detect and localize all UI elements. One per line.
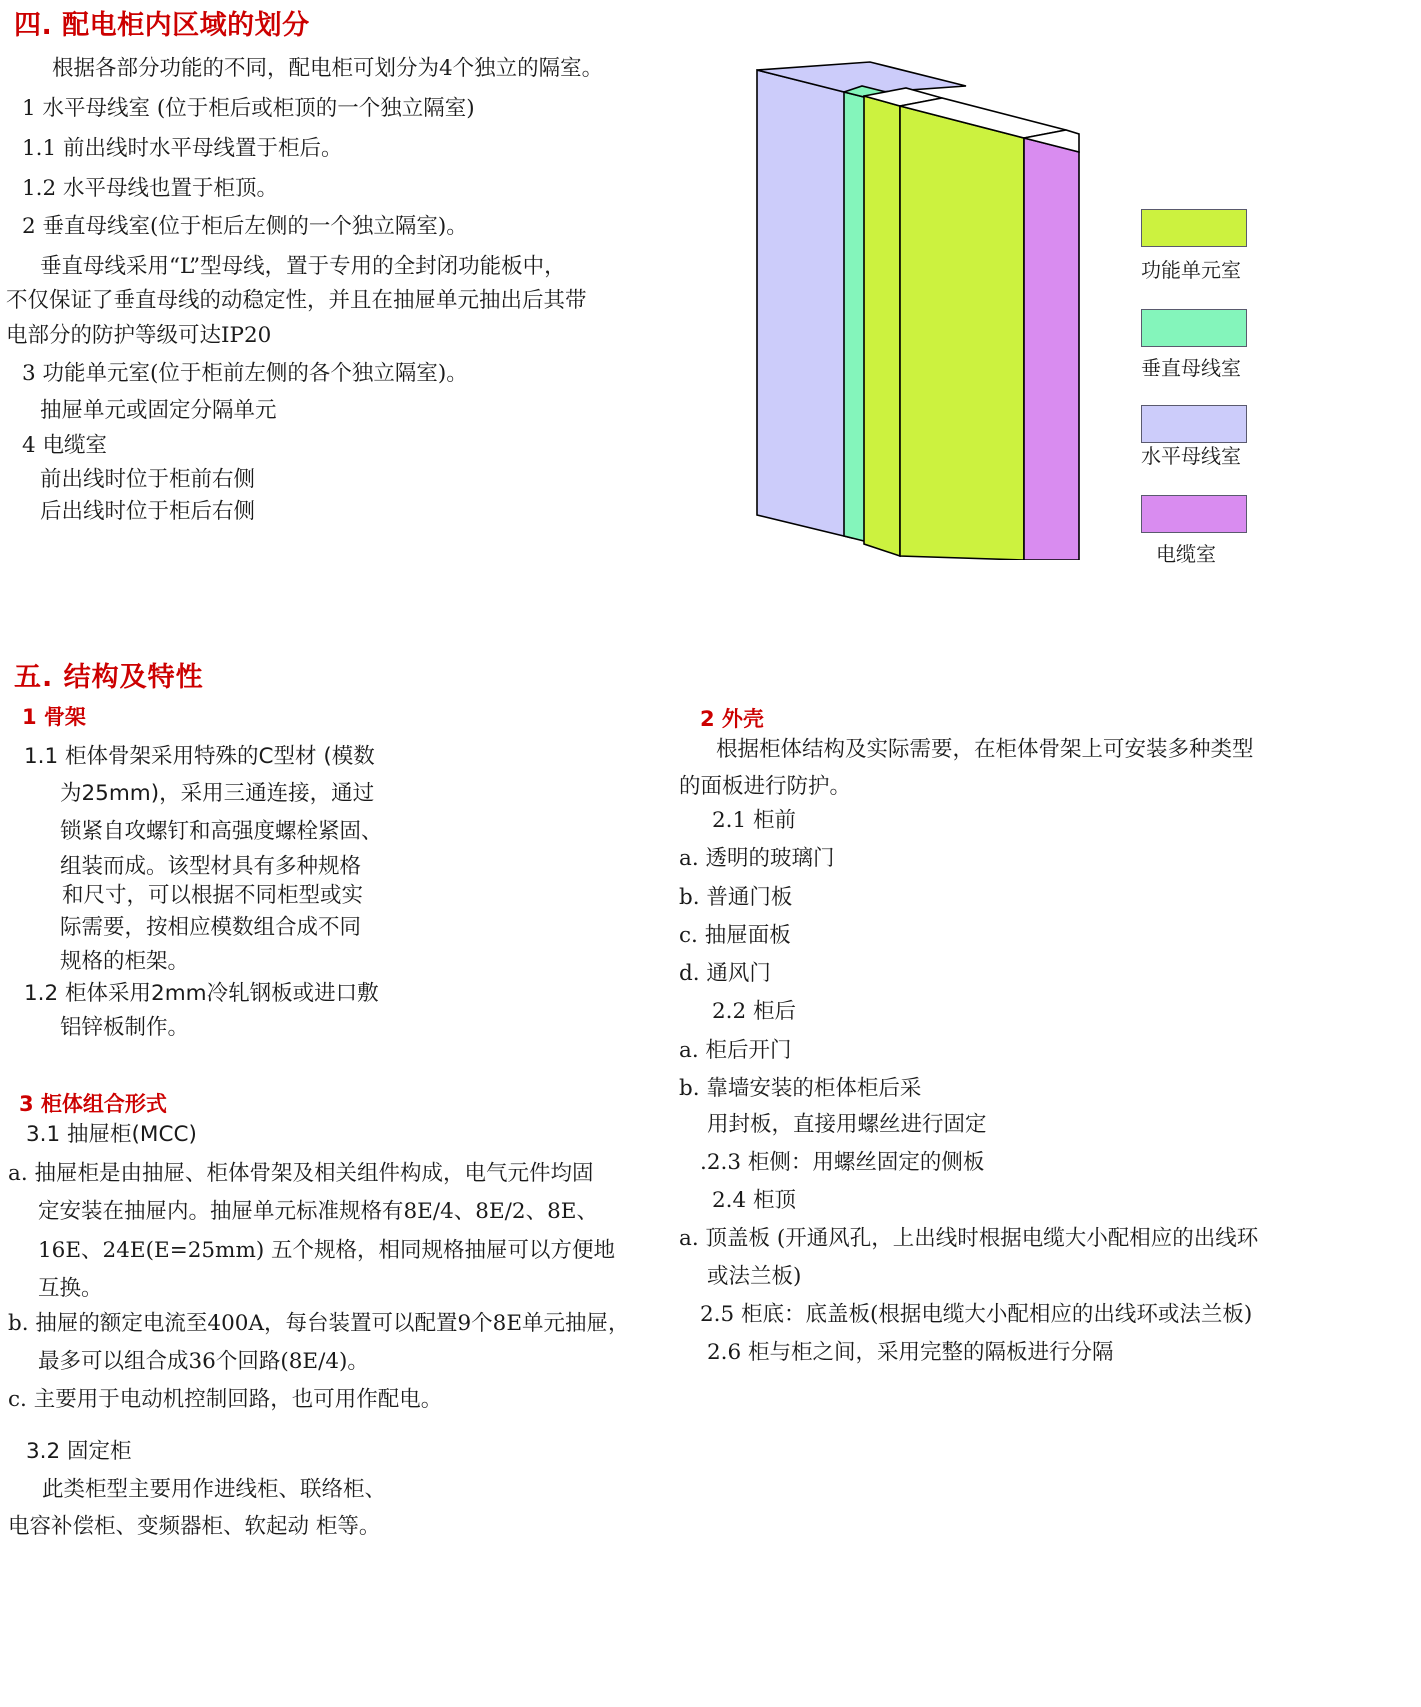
sub2-line-8: a. 柜后开门 bbox=[679, 1038, 792, 1063]
sub3-line-2: 定安装在抽屉内。抽屉单元标准规格有8E/4、8E/2、8E、 bbox=[38, 1199, 598, 1224]
legend-swatch-vertical-busbar bbox=[1141, 309, 1247, 347]
sub2-line-15: 2.5 柜底：底盖板(根据电缆大小配相应的出线环或法兰板) bbox=[700, 1302, 1253, 1327]
section-four-line-7: 电部分的防护等级可达IP20 bbox=[6, 323, 272, 348]
sub2-line-5: c. 抽屉面板 bbox=[679, 923, 791, 948]
section-four-line-5: 垂直母线采用“L”型母线，置于专用的全封闭功能板中， bbox=[40, 254, 566, 279]
legend-swatch-cable-compartment bbox=[1141, 495, 1247, 533]
sub2-line-4: b. 普通门板 bbox=[679, 885, 793, 910]
sub3-line-4: 互换。 bbox=[38, 1276, 103, 1301]
subsection-enclosure-heading: 2 外壳 bbox=[700, 707, 764, 731]
sub2-line-10: 用封板，直接用螺丝进行固定 bbox=[707, 1112, 987, 1137]
legend-swatch-horizontal-busbar bbox=[1141, 405, 1247, 443]
sub1-line-6: 规格的柜架。 bbox=[60, 949, 190, 974]
sub2-line-2: 2.1 柜前 bbox=[712, 808, 797, 833]
legend-swatch-functional-unit bbox=[1141, 209, 1247, 247]
sub2-line-14: 或法兰板) bbox=[707, 1264, 802, 1289]
sub1-line-8: 铝锌板制作。 bbox=[60, 1015, 190, 1040]
sub3-line-5: b. 抽屉的额定电流至400A，每台装置可以配置9个8E单元抽屉， bbox=[8, 1311, 630, 1336]
functional-unit-side bbox=[864, 96, 900, 556]
sub3-line-8: 3.2 固定柜 bbox=[26, 1439, 132, 1464]
section-four-line-1: 1 水平母线室 (位于柜后或柜顶的一个独立隔室) bbox=[22, 96, 475, 121]
section-four-line-3: 1.2 水平母线也置于柜顶。 bbox=[22, 176, 279, 201]
legend-label-functional-unit: 功能单元室 bbox=[1141, 258, 1241, 282]
sub3-line-6: 最多可以组合成36个回路(8E/4)。 bbox=[38, 1349, 369, 1374]
sub2-line-16: 2.6 柜与柜之间，采用完整的隔板进行分隔 bbox=[707, 1340, 1114, 1365]
section-four-line-10: 4 电缆室 bbox=[22, 433, 108, 458]
subsection-cabinet-combination-heading: 3 柜体组合形式 bbox=[19, 1092, 167, 1116]
sub3-line-10: 电容补偿柜、变频器柜、软起动 柜等。 bbox=[8, 1514, 381, 1539]
legend-label-cable-compartment: 电缆室 bbox=[1156, 542, 1216, 566]
sub2-line-12: 2.4 柜顶 bbox=[712, 1188, 797, 1213]
sub1-line-1: 为25mm)，采用三通连接，通过 bbox=[60, 781, 375, 806]
sub1-line-3: 组装而成。该型材具有多种规格 bbox=[60, 854, 362, 879]
sub2-line-0: 根据柜体结构及实际需要，在柜体骨架上可安装多种类型 bbox=[716, 737, 1254, 762]
sub2-line-11: .2.3 柜侧：用螺丝固定的侧板 bbox=[700, 1150, 985, 1175]
sub1-line-4: 和尺寸，可以根据不同柜型或实 bbox=[62, 883, 364, 908]
subsection-frame-heading: 1 骨架 bbox=[22, 705, 86, 729]
cabinet-3d-diagram bbox=[740, 60, 1080, 560]
legend-label-vertical-busbar: 垂直母线室 bbox=[1141, 356, 1241, 380]
sub1-line-0: 1.1 柜体骨架采用特殊的C型材 (模数 bbox=[24, 744, 375, 769]
sub3-line-0: 3.1 抽屉柜(MCC) bbox=[26, 1122, 197, 1147]
section-four-line-9: 抽屉单元或固定分隔单元 bbox=[40, 398, 277, 423]
section-four-line-6: 不仅保证了垂直母线的动稳定性，并且在抽屉单元抽出后其带 bbox=[6, 288, 587, 313]
section-four-heading: 四. 配电柜内区域的划分 bbox=[14, 10, 310, 41]
sub2-line-9: b. 靠墙安装的柜体柜后采 bbox=[679, 1076, 922, 1101]
sub1-line-7: 1.2 柜体采用2mm冷轧钢板或进口敷 bbox=[24, 981, 379, 1006]
sub3-line-1: a. 抽屉柜是由抽屉、柜体骨架及相关组件构成，电气元件均固 bbox=[8, 1161, 594, 1186]
sub1-line-2: 锁紧自攻螺钉和高强度螺栓紧固、 bbox=[60, 819, 383, 844]
section-four-line-12: 后出线时位于柜后右侧 bbox=[40, 499, 256, 524]
section-four-line-2: 1.1 前出线时水平母线置于柜后。 bbox=[22, 136, 343, 161]
sub3-line-7: c. 主要用于电动机控制回路，也可用作配电。 bbox=[8, 1387, 443, 1412]
sub2-line-1: 的面板进行防护。 bbox=[679, 774, 852, 799]
sub3-line-9: 此类柜型主要用作进线柜、联络柜、 bbox=[42, 1477, 387, 1502]
sub3-line-3: 16E、24E(E=25mm) 五个规格，相同规格抽屉可以方便地 bbox=[38, 1238, 616, 1263]
sub2-line-13: a. 顶盖板 (开通风孔，上出线时根据电缆大小配相应的出线环 bbox=[679, 1226, 1259, 1251]
cable-compartment-front bbox=[1024, 138, 1079, 560]
horizontal-busbar-panel bbox=[757, 70, 852, 538]
section-four-line-0: 根据各部分功能的不同，配电柜可划分为4个独立的隔室。 bbox=[52, 56, 604, 81]
functional-unit-front bbox=[900, 106, 1024, 560]
section-four-line-11: 前出线时位于柜前右侧 bbox=[40, 467, 256, 492]
sub2-line-6: d. 通风门 bbox=[679, 961, 771, 986]
sub2-line-7: 2.2 柜后 bbox=[712, 999, 797, 1024]
sub2-line-3: a. 透明的玻璃门 bbox=[679, 846, 835, 871]
legend-label-horizontal-busbar: 水平母线室 bbox=[1141, 444, 1241, 468]
section-five-heading: 五. 结构及特性 bbox=[14, 662, 204, 693]
sub1-line-5: 际需要，按相应模数组合成不同 bbox=[60, 915, 362, 940]
section-four-line-4: 2 垂直母线室(位于柜后左侧的一个独立隔室)。 bbox=[22, 214, 468, 239]
section-four-line-8: 3 功能单元室(位于柜前左侧的各个独立隔室)。 bbox=[22, 361, 468, 386]
